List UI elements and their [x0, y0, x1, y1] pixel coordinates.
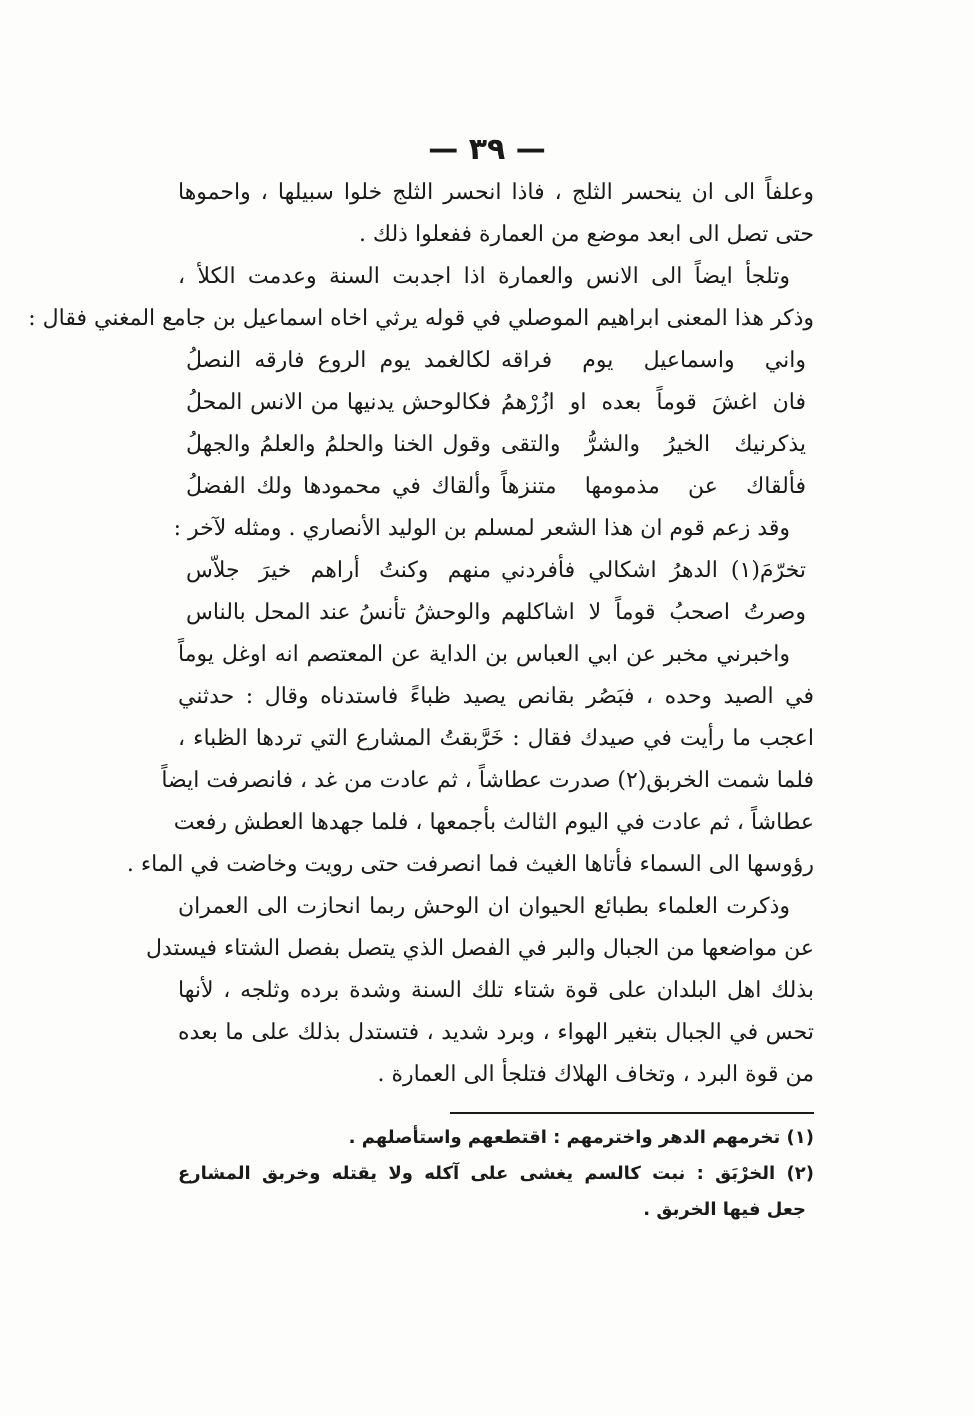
verse-second-hemistich: وقول الخنا والحلمُ والعلمُ والجهلُ	[186, 432, 491, 457]
text-line: رؤوسها الى السماء فأتاها الغيث فما انصرفت حتى رويت وخاضت في الماء .	[126, 852, 814, 877]
text-line: تحس في الجبال بتغير الهواء ، وبرد شديد ، فتستدل بذلك على ما بعده	[178, 1020, 814, 1045]
footnote-continuation: جعل فيها الخربق .	[643, 1199, 806, 1220]
text-line: وذكر هذا المعنى ابراهيم الموصلي في قوله يرثي اخاه اسماعيل بن جامع المغني فقال :	[28, 306, 814, 331]
verse-line	[186, 424, 806, 466]
text-line: وعلفاً الى ان ينحسر الثلج ، فاذا انحسر الثلج خلوا سبيلها ، واحموها	[178, 180, 814, 205]
text-line: في الصيد وحده ، فبَصُر بقانص يصيد ظباءً فاستدناه وقال : حدثني	[178, 684, 814, 709]
verse-first-hemistich: يذكرنيك الخيرُ والشرُّ والتقى	[501, 432, 806, 457]
verse-line	[186, 340, 806, 382]
verse-second-hemistich: منهم وكنتُ أراهم خيرَ جلاّس	[186, 558, 491, 583]
footnote: (٢) الخرْبَق : نبت كالسم يغشى على آكله ولا يقتله وخربق المشارع	[178, 1163, 814, 1184]
poem-verses	[178, 550, 814, 634]
verse-line	[186, 592, 806, 634]
verse-first-hemistich: فان اغشَ قوماً بعده او ازُرْهمُ	[501, 390, 806, 415]
footnote-divider	[450, 1112, 814, 1114]
verse-second-hemistich: فكالوحش يدنيها من الانس المحلُ	[186, 390, 491, 415]
verse-line	[186, 382, 806, 424]
verse-second-hemistich: والوحشُ تأنسُ عند المحل بالناس	[186, 600, 491, 625]
footnote: (١) تخرمهم الدهر واخترمهم : اقتطعهم واستأصلهم .	[348, 1127, 814, 1148]
text-line: واخبرني مخبر عن ابي العباس بن الداية عن المعتصم انه اوغل يوماً	[178, 642, 790, 667]
text-line: بذلك اهل البلدان على قوة شتاء تلك السنة وشدة برده وثلجه ، لأنها	[178, 978, 814, 1003]
verse-first-hemistich: فألقاك عن مذمومها متنزهاً	[501, 474, 806, 499]
footnotes	[178, 1120, 814, 1228]
text-line: عن مواضعها من الجبال والبر في الفصل الذي يتصل بفصل الشتاء فيستدل	[146, 936, 814, 961]
page-number: — ٣٩ —	[428, 132, 546, 167]
text-line: وقد زعم قوم ان هذا الشعر لمسلم بن الوليد الأنصاري . ومثله لآخر :	[173, 516, 790, 541]
text-line: اعجب ما رأيت في صيدك فقال : خَرَّبقتُ المشارع التي تردها الظباء ،	[178, 726, 814, 751]
body-text	[28, 172, 814, 1096]
text-line: حتى تصل الى ابعد موضع من العمارة ففعلوا ذلك .	[358, 222, 814, 247]
text-line: وتلجأ ايضاً الى الانس والعمارة اذا اجدبت السنة وعدمت الكلأ ،	[178, 264, 790, 289]
verse-line	[186, 550, 806, 592]
verse-first-hemistich: تخرّمَ(١) الدهرُ اشكالي فأفردني	[501, 558, 806, 583]
verse-first-hemistich: واني واسماعيل يوم فراقه	[501, 348, 806, 373]
text-line: وذكرت العلماء بطبائع الحيوان ان الوحش ربما انحازت الى العمران	[178, 894, 790, 919]
verse-second-hemistich: وألقاك في محمودها ولك الفضلُ	[186, 474, 491, 499]
text-line: فلما شمت الخربق(٢) صدرت عطاشاً ، ثم عادت من غد ، فانصرفت ايضاً	[161, 768, 814, 793]
verse-first-hemistich: وصرتُ اصحبُ قوماً لا اشاكلهم	[501, 600, 806, 625]
verse-second-hemistich: لكالغمد يوم الروع فارقه النصلُ	[186, 348, 491, 373]
poem-verses	[178, 340, 814, 508]
text-line: من قوة البرد ، وتخاف الهلاك فتلجأ الى العمارة .	[377, 1062, 814, 1087]
verse-line	[186, 466, 806, 508]
text-line: عطاشاً ، ثم عادت في اليوم الثالث بأجمعها ، فلما جهدها العطش رفعت	[173, 810, 814, 835]
